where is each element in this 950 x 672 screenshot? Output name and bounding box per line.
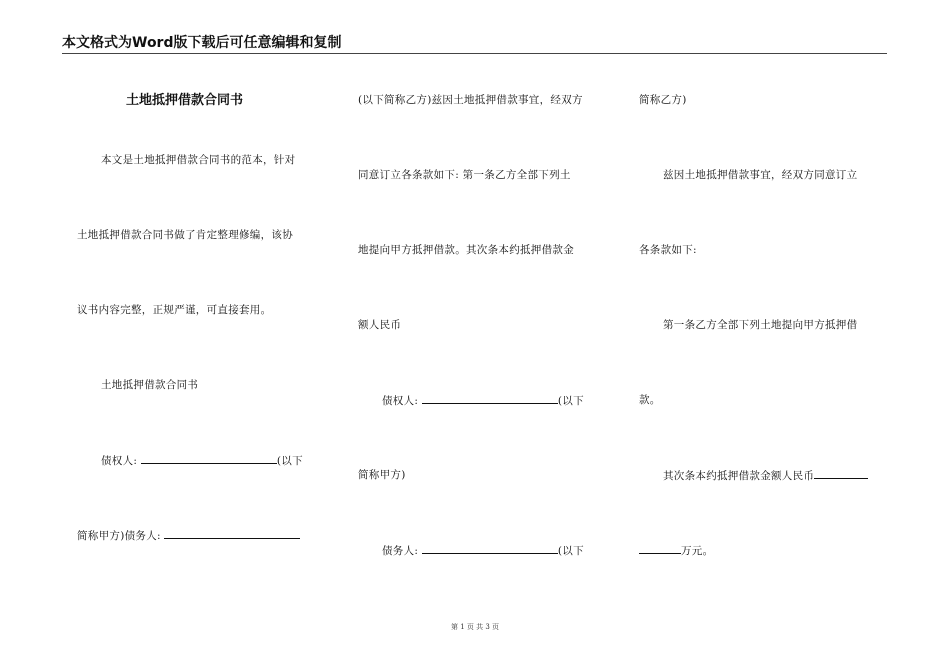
creditor-blank[interactable] <box>141 452 277 464</box>
amount-blank[interactable] <box>814 467 868 479</box>
col2-line-2: 同意订立各条款如下: 第一条乙方全部下列土 <box>358 169 571 181</box>
intro-line-2: 土地抵押借款合同书做了肯定整理修编，该协 <box>77 229 293 241</box>
contract-subtitle: 土地抵押借款合同书 <box>101 379 199 391</box>
intro-line-1: 本文是土地抵押借款合同书的范本，针对 <box>101 154 296 166</box>
col2-line-3: 地提向甲方抵押借款。其次条本约抵押借款金 <box>358 244 574 256</box>
debtor-line <box>77 527 300 544</box>
col2-debtor-blank[interactable] <box>422 542 558 554</box>
intro-line-3: 议书内容完整，正规严谨，可直接套用。 <box>77 304 272 316</box>
col2-debtor-label: 债务人: <box>382 545 419 557</box>
header-text: 本文格式为Word版下载后可任意编辑和复制 <box>62 35 342 51</box>
amount-unit: 万元。 <box>681 545 714 557</box>
col2-creditor-line <box>382 392 584 409</box>
document-title: 土地抵押借款合同书 <box>126 93 244 108</box>
creditor-line <box>101 452 303 469</box>
creditor-suffix: (以下 <box>276 455 303 467</box>
debtor-prefix: 简称甲方)债务人: <box>77 530 161 542</box>
col2-line-4: 额人民币 <box>358 319 402 331</box>
col3-line-3: 各条款如下: <box>639 244 697 256</box>
col3-amount-label: 其次条本约抵押借款金额人民币 <box>663 470 815 482</box>
col3-line-5: 款。 <box>639 394 661 406</box>
col3-line-2: 兹因土地抵押借款事宜，经双方同意订立 <box>663 169 858 181</box>
col2-debtor-suffix: (以下 <box>557 545 584 557</box>
col3-amount-line <box>663 467 868 484</box>
page-header <box>62 33 887 54</box>
creditor-label: 债权人: <box>101 455 138 467</box>
amount-continued-blank[interactable] <box>639 542 681 554</box>
page-number: 第 1 页 共 3 页 <box>450 623 500 631</box>
col2-creditor-label: 债权人: <box>382 395 419 407</box>
debtor-blank[interactable] <box>164 527 300 539</box>
col2-creditor-blank[interactable] <box>422 392 558 404</box>
col3-line-4: 第一条乙方全部下列土地提向甲方抵押借 <box>663 319 858 331</box>
col3-line-1: 简称乙方) <box>639 94 687 106</box>
col2-line-6: 简称甲方) <box>358 469 406 481</box>
col2-debtor-line <box>382 542 584 559</box>
col2-line-1: (以下简称乙方)兹因土地抵押借款事宜，经双方 <box>358 94 583 106</box>
col2-creditor-suffix: (以下 <box>557 395 584 407</box>
col3-amount-unit-line <box>639 542 713 559</box>
